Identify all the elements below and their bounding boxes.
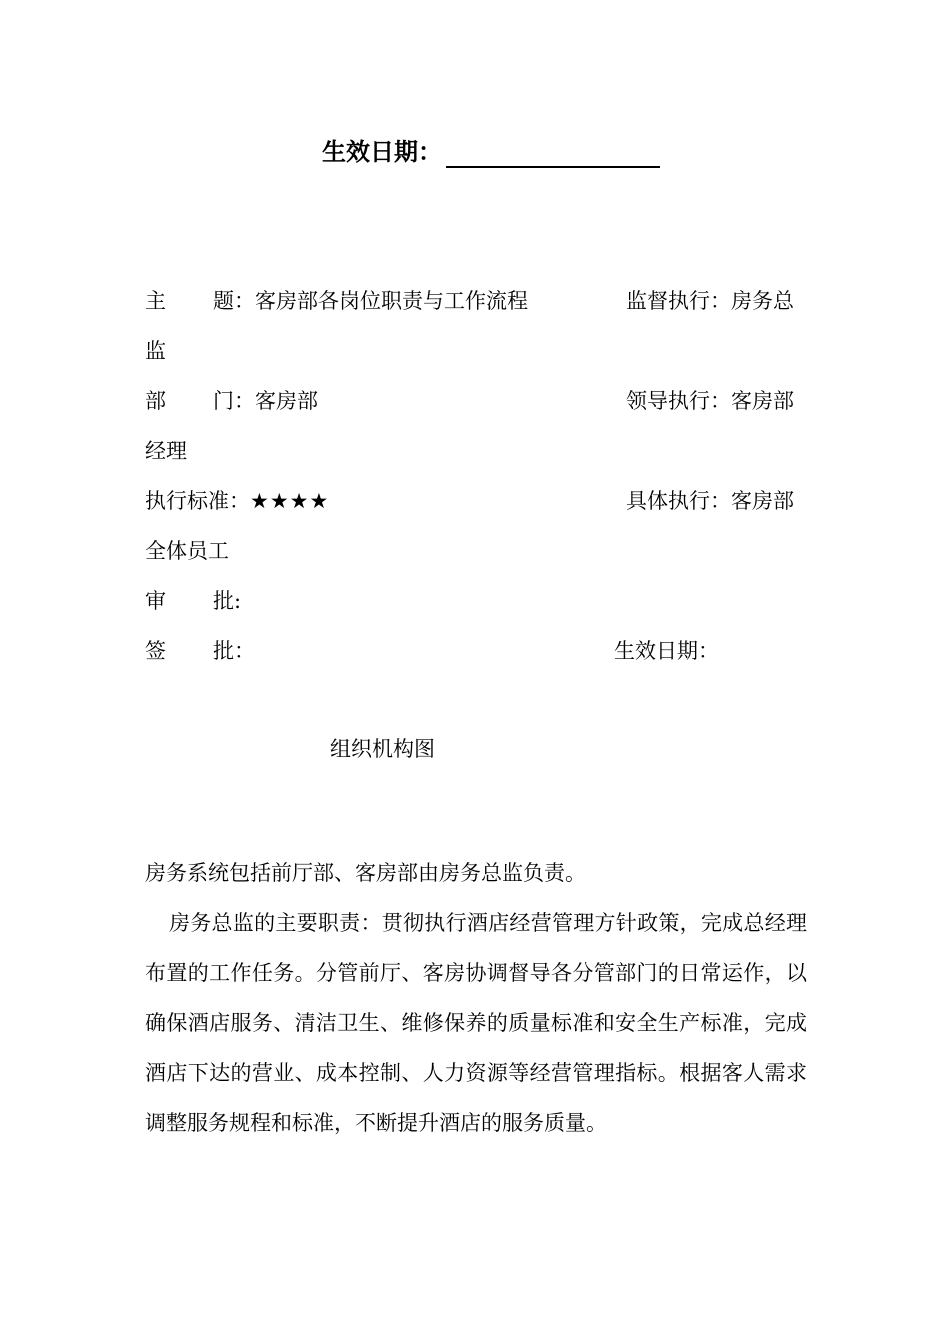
standard-label: 执行标准： (145, 489, 250, 513)
lead-value-a: 客房部 (731, 389, 794, 413)
exec-value-wrap (145, 536, 229, 566)
lead-value-b: 经理 (145, 439, 187, 463)
supervise-value-a: 房务总 (731, 289, 794, 313)
exec-value-b: 全体员工 (145, 539, 229, 563)
org-chart-title: 组织机构图 (330, 737, 435, 761)
intro-paragraph: 房务系统包括前厅部、客房部由房务总监负责。 (145, 861, 586, 885)
duties-paragraph: 房务总监的主要职责：贯彻执行酒店经营管理方针政策，完成总经理布置的工作任务。分管前厅、客房协调督导各分管部门的日常运作，以确保酒店服务、清洁卫生、维修保养的质量标准和安全生产标准，完成酒店下达的营业、成本控制、人力资源等经营管理指标。根据客人需求调整服务规程和标准，不断提升酒店的服务质量。 (145, 911, 807, 1135)
dept-label-a: 部 (145, 389, 166, 413)
dept-value: 客房部 (255, 389, 318, 413)
supervise-value-wrap (145, 336, 166, 366)
effective-date-label: 生效日期： (614, 639, 719, 663)
subject-row (145, 286, 528, 316)
supervise-field (626, 286, 794, 316)
subject-label-a: 主 (145, 289, 166, 313)
supervise-value-b: 监 (145, 339, 166, 363)
department-row (145, 386, 318, 416)
effective-date-blank-line (446, 140, 660, 168)
dept-label-b: 门： (213, 389, 255, 413)
sign-label-b: 批： (213, 639, 255, 663)
supervise-label: 监督执行： (626, 289, 731, 313)
review-row (145, 586, 241, 616)
subject-label-b: 题： (213, 289, 255, 313)
effective-date-heading (322, 136, 660, 168)
standard-row (145, 486, 329, 516)
lead-value-wrap (145, 436, 187, 466)
sign-row (145, 636, 255, 666)
effective-date-field (614, 636, 719, 666)
review-label-a: 审 (145, 589, 166, 613)
review-label-b: 批: (213, 589, 242, 613)
exec-value-a: 客房部 (731, 489, 794, 513)
lead-field (626, 386, 794, 416)
sign-label-a: 签 (145, 639, 166, 663)
exec-label: 具体执行： (626, 489, 731, 513)
effective-date-heading-label: 生效日期： (322, 137, 442, 166)
exec-field (626, 486, 794, 516)
standard-stars: ★★★★ (250, 489, 330, 513)
subject-value: 客房部各岗位职责与工作流程 (255, 289, 528, 313)
lead-label: 领导执行： (626, 389, 731, 413)
